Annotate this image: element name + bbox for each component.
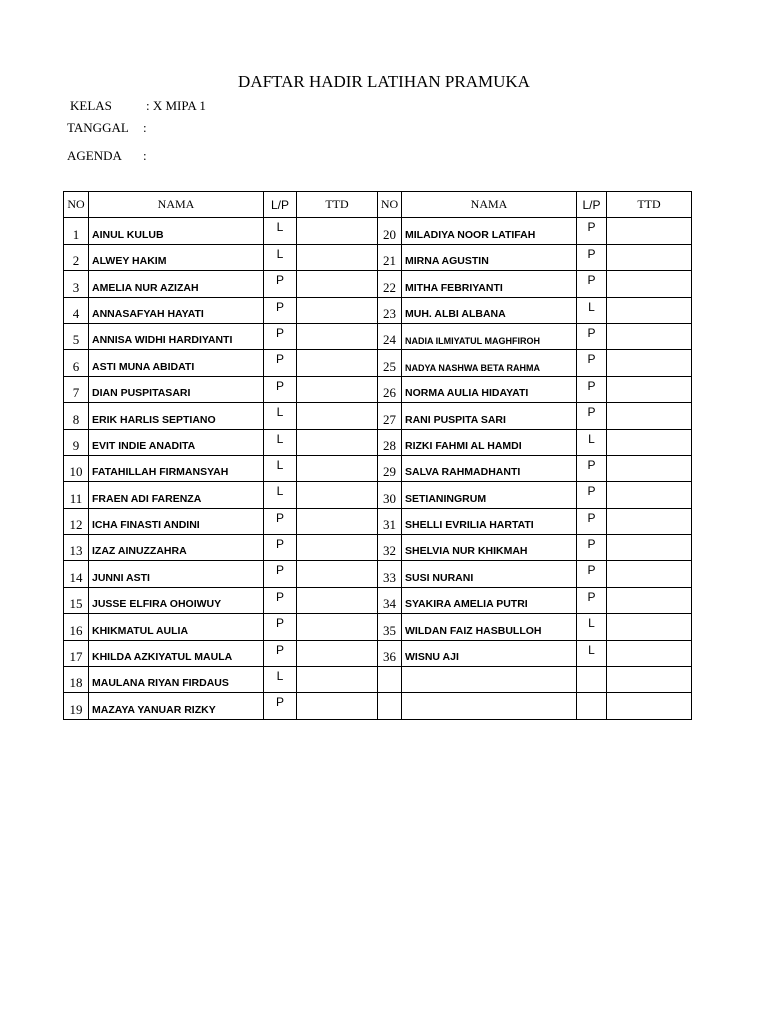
table-row [64, 535, 692, 561]
cell-lp: L [264, 244, 297, 270]
cell-nama: ERIK HARLIS SEPTIANO [89, 403, 264, 429]
cell-no: 10 [64, 455, 89, 481]
cell-nama: ALWEY HAKIM [89, 244, 264, 270]
cell-lp-2: P [577, 376, 607, 402]
cell-no: 14 [64, 561, 89, 587]
cell-lp-2: P [577, 244, 607, 270]
cell-nama: KHIKMATUL AULIA [89, 614, 264, 640]
table-row [64, 403, 692, 429]
table-header-row [64, 192, 692, 218]
cell-nama-2: SUSI NURANI [402, 561, 577, 587]
header-ttd: TTD [297, 192, 378, 218]
table-row [64, 244, 692, 270]
cell-nama: MAULANA RIYAN FIRDAUS [89, 667, 264, 693]
agenda-label: AGENDA [67, 148, 122, 163]
cell-nama: AMELIA NUR AZIZAH [89, 271, 264, 297]
cell-ttd-2 [607, 429, 692, 455]
cell-lp-2: L [577, 614, 607, 640]
cell-lp: P [264, 508, 297, 534]
cell-nama-2: SHELLI EVRILIA HARTATI [402, 508, 577, 534]
cell-nama-2: RANI PUSPITA SARI [402, 403, 577, 429]
cell-nama-2: MUH. ALBI ALBANA [402, 297, 577, 323]
cell-ttd [297, 561, 378, 587]
table-row [64, 271, 692, 297]
cell-nama-2: NADYA NASHWA BETA RAHMA [402, 350, 577, 376]
header-no: NO [64, 192, 89, 218]
cell-ttd [297, 482, 378, 508]
cell-nama-2 [402, 693, 577, 719]
table-row [64, 218, 692, 244]
cell-lp: L [264, 218, 297, 244]
cell-no-2: 34 [378, 587, 402, 613]
cell-nama: FATAHILLAH FIRMANSYAH [89, 455, 264, 481]
cell-ttd-2 [607, 244, 692, 270]
cell-nama-2: WISNU AJI [402, 640, 577, 666]
cell-lp: P [264, 323, 297, 349]
cell-ttd [297, 218, 378, 244]
header-nama-2: NAMA [402, 192, 577, 218]
cell-no-2: 36 [378, 640, 402, 666]
cell-ttd [297, 244, 378, 270]
cell-ttd-2 [607, 297, 692, 323]
cell-ttd-2 [607, 271, 692, 297]
cell-no-2: 26 [378, 376, 402, 402]
table-row [64, 508, 692, 534]
cell-nama: ICHA FINASTI ANDINI [89, 508, 264, 534]
cell-no: 11 [64, 482, 89, 508]
cell-lp-2: P [577, 508, 607, 534]
document-title: DAFTAR HADIR LATIHAN PRAMUKA [238, 72, 530, 91]
cell-lp: P [264, 271, 297, 297]
cell-nama-2 [402, 667, 577, 693]
cell-ttd [297, 587, 378, 613]
cell-lp-2 [577, 693, 607, 719]
cell-lp: P [264, 535, 297, 561]
cell-nama: DIAN PUSPITASARI [89, 376, 264, 402]
cell-ttd [297, 508, 378, 534]
cell-no: 8 [64, 403, 89, 429]
cell-lp: P [264, 587, 297, 613]
kelas-line [70, 98, 206, 114]
cell-no: 9 [64, 429, 89, 455]
cell-no-2: 20 [378, 218, 402, 244]
cell-nama-2: SETIANINGRUM [402, 482, 577, 508]
header-lp: L/P [264, 192, 297, 218]
cell-no-2: 33 [378, 561, 402, 587]
cell-no-2: 31 [378, 508, 402, 534]
cell-lp: P [264, 350, 297, 376]
cell-lp: L [264, 667, 297, 693]
cell-lp: L [264, 403, 297, 429]
cell-no-2: 27 [378, 403, 402, 429]
cell-nama: MAZAYA YANUAR RIZKY [89, 693, 264, 719]
cell-no: 2 [64, 244, 89, 270]
cell-lp: L [264, 482, 297, 508]
header-no-2: NO [378, 192, 402, 218]
cell-ttd [297, 403, 378, 429]
cell-lp-2 [577, 667, 607, 693]
cell-ttd-2 [607, 403, 692, 429]
cell-no-2: 23 [378, 297, 402, 323]
table-row [64, 323, 692, 349]
cell-no-2: 30 [378, 482, 402, 508]
cell-nama: JUNNI ASTI [89, 561, 264, 587]
cell-no-2: 25 [378, 350, 402, 376]
cell-no: 4 [64, 297, 89, 323]
table-row [64, 376, 692, 402]
cell-nama-2: NORMA AULIA HIDAYATI [402, 376, 577, 402]
cell-no: 12 [64, 508, 89, 534]
cell-nama: FRAEN ADI FARENZA [89, 482, 264, 508]
cell-no-2: 28 [378, 429, 402, 455]
cell-ttd-2 [607, 508, 692, 534]
cell-no: 5 [64, 323, 89, 349]
cell-ttd [297, 297, 378, 323]
cell-ttd [297, 667, 378, 693]
cell-no-2 [378, 693, 402, 719]
cell-nama: AINUL KULUB [89, 218, 264, 244]
table-row [64, 640, 692, 666]
cell-lp: L [264, 429, 297, 455]
cell-nama-2: RIZKI FAHMI AL HAMDI [402, 429, 577, 455]
cell-ttd [297, 376, 378, 402]
cell-lp-2: P [577, 482, 607, 508]
cell-no: 3 [64, 271, 89, 297]
table-row [64, 297, 692, 323]
cell-no: 18 [64, 667, 89, 693]
tanggal-value: : [143, 120, 147, 135]
cell-no-2: 35 [378, 614, 402, 640]
cell-no: 6 [64, 350, 89, 376]
cell-no: 1 [64, 218, 89, 244]
cell-ttd-2 [607, 323, 692, 349]
cell-ttd-2 [607, 376, 692, 402]
cell-nama: ANNASAFYAH HAYATI [89, 297, 264, 323]
cell-lp-2: P [577, 455, 607, 481]
cell-nama: JUSSE ELFIRA OHOIWUY [89, 587, 264, 613]
cell-nama-2: MILADIYA NOOR LATIFAH [402, 218, 577, 244]
tanggal-label: TANGGAL [67, 120, 129, 135]
cell-ttd-2 [607, 350, 692, 376]
cell-ttd-2 [607, 561, 692, 587]
kelas-value: : X MIPA 1 [146, 98, 206, 113]
cell-nama-2: SHELVIA NUR KHIKMAH [402, 535, 577, 561]
table-row [64, 455, 692, 481]
cell-ttd [297, 350, 378, 376]
cell-nama: ANNISA WIDHI HARDIYANTI [89, 323, 264, 349]
cell-lp-2: P [577, 323, 607, 349]
cell-lp: P [264, 640, 297, 666]
cell-no: 17 [64, 640, 89, 666]
cell-lp: P [264, 376, 297, 402]
cell-no-2: 21 [378, 244, 402, 270]
cell-ttd-2 [607, 482, 692, 508]
cell-ttd [297, 693, 378, 719]
cell-nama: EVIT INDIE ANADITA [89, 429, 264, 455]
table-row [64, 614, 692, 640]
cell-ttd-2 [607, 587, 692, 613]
cell-nama-2: MIRNA AGUSTIN [402, 244, 577, 270]
cell-lp-2: P [577, 535, 607, 561]
agenda-value: : [143, 148, 147, 163]
cell-ttd-2 [607, 693, 692, 719]
cell-no-2: 24 [378, 323, 402, 349]
cell-ttd [297, 640, 378, 666]
cell-ttd-2 [607, 218, 692, 244]
cell-nama-2: WILDAN FAIZ HASBULLOH [402, 614, 577, 640]
kelas-label: KELAS [70, 98, 112, 113]
attendance-table-body [64, 218, 692, 719]
cell-lp: P [264, 561, 297, 587]
cell-nama: KHILDA AZKIYATUL MAULA [89, 640, 264, 666]
cell-no: 19 [64, 693, 89, 719]
table-row [64, 561, 692, 587]
cell-nama-2: NADIA ILMIYATUL MAGHFIROH [402, 323, 577, 349]
table-row [64, 587, 692, 613]
table-row [64, 693, 692, 719]
table-row [64, 482, 692, 508]
cell-no: 15 [64, 587, 89, 613]
cell-lp-2: P [577, 403, 607, 429]
cell-lp-2: P [577, 561, 607, 587]
agenda-line [67, 148, 147, 164]
cell-ttd-2 [607, 455, 692, 481]
cell-no: 7 [64, 376, 89, 402]
cell-ttd [297, 455, 378, 481]
cell-lp: P [264, 297, 297, 323]
cell-nama: ASTI MUNA ABIDATI [89, 350, 264, 376]
cell-lp: L [264, 455, 297, 481]
cell-lp-2: L [577, 640, 607, 666]
cell-nama-2: SYAKIRA AMELIA PUTRI [402, 587, 577, 613]
cell-lp: P [264, 693, 297, 719]
cell-lp-2: L [577, 297, 607, 323]
cell-no-2: 29 [378, 455, 402, 481]
cell-no: 16 [64, 614, 89, 640]
cell-nama-2: MITHA FEBRIYANTI [402, 271, 577, 297]
cell-lp: P [264, 614, 297, 640]
cell-ttd [297, 429, 378, 455]
attendance-table [63, 191, 692, 720]
cell-nama: IZAZ AINUZZAHRA [89, 535, 264, 561]
cell-ttd [297, 614, 378, 640]
table-row [64, 429, 692, 455]
header-lp-2: L/P [577, 192, 607, 218]
cell-ttd-2 [607, 640, 692, 666]
cell-ttd [297, 271, 378, 297]
cell-lp-2: P [577, 218, 607, 244]
cell-no: 13 [64, 535, 89, 561]
tanggal-line [67, 120, 147, 136]
header-ttd-2: TTD [607, 192, 692, 218]
cell-ttd-2 [607, 667, 692, 693]
cell-no-2: 22 [378, 271, 402, 297]
cell-ttd [297, 535, 378, 561]
table-row [64, 350, 692, 376]
cell-lp-2: P [577, 350, 607, 376]
cell-no-2: 32 [378, 535, 402, 561]
cell-lp-2: P [577, 587, 607, 613]
cell-ttd-2 [607, 535, 692, 561]
table-row [64, 667, 692, 693]
cell-ttd [297, 323, 378, 349]
cell-lp-2: P [577, 271, 607, 297]
header-nama: NAMA [89, 192, 264, 218]
cell-ttd-2 [607, 614, 692, 640]
cell-no-2 [378, 667, 402, 693]
cell-lp-2: L [577, 429, 607, 455]
cell-nama-2: SALVA RAHMADHANTI [402, 455, 577, 481]
